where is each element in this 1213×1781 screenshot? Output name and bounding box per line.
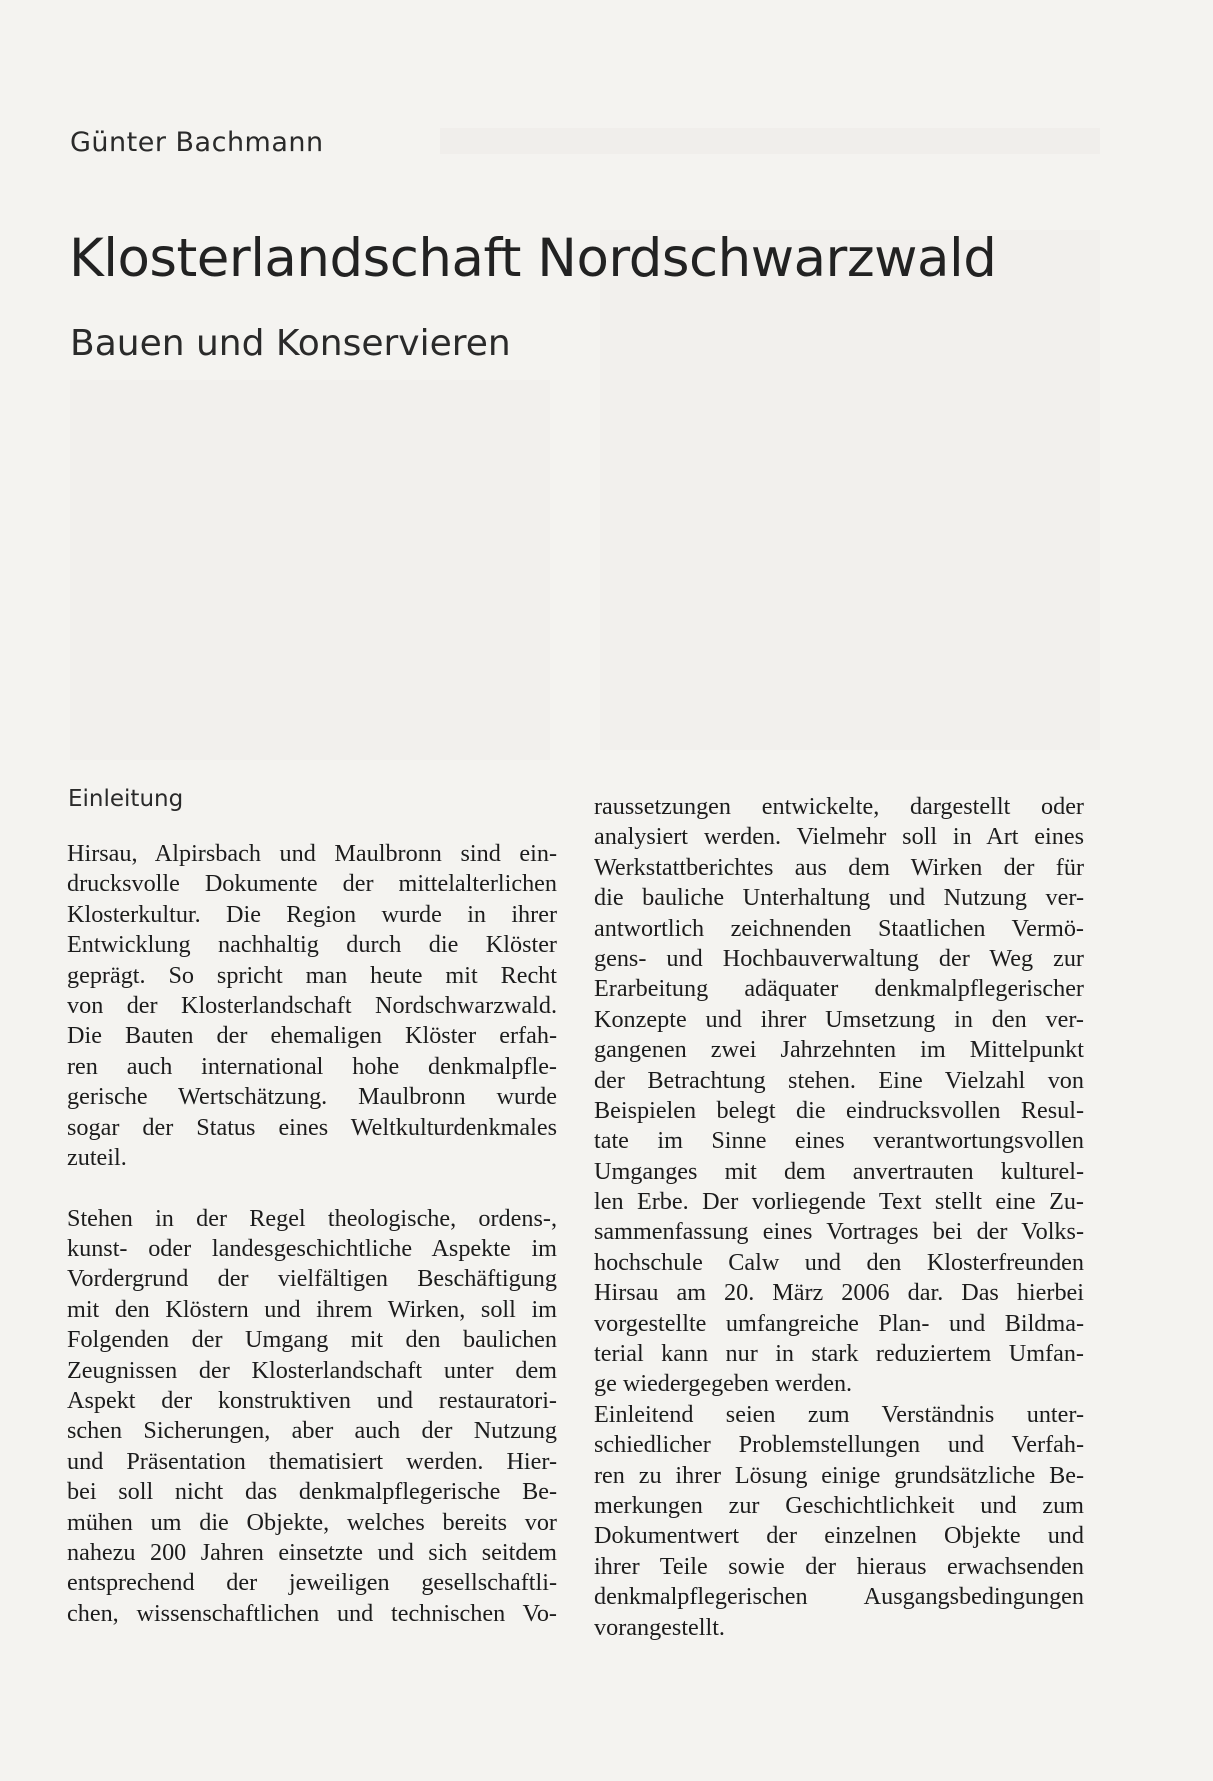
text-line: schiedlicher Problemstellungen und Verfah-: [594, 1431, 1084, 1459]
text-line: von der Klosterlandschaft Nordschwarzwald.: [67, 991, 557, 1019]
text-line: Beispielen belegt die eindrucksvollen Resul-: [594, 1096, 1084, 1124]
text-line: zuteil.: [67, 1143, 127, 1171]
text-line: Die Bauten der ehemaligen Klöster erfah-: [67, 1022, 557, 1050]
text-line: entsprechend der jeweiligen gesellschaftli-: [67, 1569, 557, 1597]
paragraph: [67, 839, 557, 1173]
text-line: vorangestellt.: [594, 1613, 725, 1641]
bleed-through-right: [600, 230, 1100, 750]
text-line: Einleitend seien zum Verständnis unter-: [594, 1400, 1084, 1428]
text-line: sammenfassung eines Vortrages bei der Volks-: [594, 1218, 1084, 1246]
text-line: denkmalpflegerischen Ausgangsbedingungen: [594, 1583, 1084, 1611]
text-line: Vordergrund der vielfältigen Beschäftigung: [67, 1265, 557, 1293]
section-heading: Einleitung: [68, 786, 184, 812]
text-line: Entwicklung nachhaltig durch die Klöster: [67, 931, 557, 959]
right-column: [594, 792, 1084, 1643]
text-line: sogar der Status eines Weltkulturdenkmales: [67, 1113, 557, 1141]
text-line: die bauliche Unterhaltung und Nutzung ver-: [594, 884, 1084, 912]
text-line: analysiert werden. Vielmehr soll in Art eines: [594, 823, 1084, 851]
paragraph: [594, 1400, 1084, 1643]
bleed-through-top: [440, 128, 1100, 154]
text-line: schen Sicherungen, aber auch der Nutzung: [67, 1417, 557, 1445]
bleed-through-left: [70, 380, 550, 760]
text-line: Aspekt der konstruktiven und restauratori-: [67, 1387, 557, 1415]
article-title: Klosterlandschaft Nordschwarzwald: [69, 228, 997, 289]
left-column: [67, 839, 557, 1629]
text-line: nahezu 200 Jahren einsetzte und sich seitdem: [67, 1538, 557, 1566]
paragraph: [594, 792, 1084, 1400]
text-line: Konzepte und ihrer Umsetzung in den ver-: [594, 1005, 1084, 1033]
text-line: Erarbeitung adäquater denkmalpflegerischer: [594, 975, 1084, 1003]
text-line: gangenen zwei Jahrzehnten im Mittelpunkt: [594, 1036, 1084, 1064]
text-line: merkungen zur Geschichtlichkeit und zum: [594, 1491, 1084, 1519]
text-line: chen, wissenschaftlichen und technischen Vo-: [67, 1599, 557, 1627]
text-line: Zeugnissen der Klosterlandschaft unter dem: [67, 1356, 557, 1384]
text-line: Hirsau am 20. März 2006 dar. Das hierbei: [594, 1279, 1084, 1307]
text-line: len Erbe. Der vorliegende Text stellt eine Zu-: [594, 1188, 1084, 1216]
text-line: terial kann nur in stark reduziertem Umfan-: [594, 1340, 1084, 1368]
text-line: Hirsau, Alpirsbach und Maulbronn sind ein-: [67, 840, 557, 867]
text-line: ge wiedergegeben werden.: [594, 1370, 853, 1398]
text-line: der Betrachtung stehen. Eine Vielzahl von: [594, 1066, 1084, 1094]
text-line: drucksvolle Dokumente der mittelalterlichen: [67, 870, 557, 898]
text-line: hochschule Calw und den Klosterfreunden: [594, 1248, 1084, 1276]
text-line: und Präsentation thematisiert werden. Hier-: [67, 1447, 557, 1475]
paragraph: [67, 1204, 557, 1629]
text-line: ren zu ihrer Lösung einige grundsätzliche Be-: [594, 1461, 1084, 1489]
text-line: kunst- oder landesgeschichtliche Aspekte im: [67, 1235, 557, 1263]
text-line: geprägt. So spricht man heute mit Recht: [67, 961, 557, 989]
text-line: Stehen in der Regel theologische, ordens-,: [67, 1204, 557, 1232]
text-line: gerische Wertschätzung. Maulbronn wurde: [67, 1083, 557, 1111]
article-subtitle: Bauen und Konservieren: [70, 323, 511, 364]
text-line: gens- und Hochbauverwaltung der Weg zur: [594, 944, 1084, 972]
text-line: Dokumentwert der einzelnen Objekte und: [594, 1522, 1084, 1550]
text-line: vorgestellte umfangreiche Plan- und Bildma-: [594, 1309, 1084, 1337]
text-line: bei soll nicht das denkmalpflegerische Be-: [67, 1478, 557, 1506]
text-line: mit den Klöstern und ihrem Wirken, soll im: [67, 1295, 557, 1323]
text-line: raussetzungen entwickelte, dargestellt oder: [594, 793, 1084, 820]
text-line: Werkstattberichtes aus dem Wirken der für: [594, 853, 1084, 881]
text-line: tate im Sinne eines verantwortungsvollen: [594, 1127, 1084, 1155]
text-line: Folgenden der Umgang mit den baulichen: [67, 1326, 557, 1354]
text-line: ren auch international hohe denkmalpfle-: [67, 1052, 557, 1080]
text-line: antwortlich zeichnenden Staatlichen Vermö-: [594, 914, 1084, 942]
text-line: Klosterkultur. Die Region wurde in ihrer: [67, 900, 557, 928]
text-line: mühen um die Objekte, welches bereits vor: [67, 1508, 557, 1536]
text-line: ihrer Teile sowie der hieraus erwachsenden: [594, 1552, 1084, 1580]
author-name: Günter Bachmann: [70, 127, 324, 158]
paragraph-gap: [67, 1173, 557, 1203]
text-line: Umganges mit dem anvertrauten kulturel-: [594, 1157, 1084, 1185]
